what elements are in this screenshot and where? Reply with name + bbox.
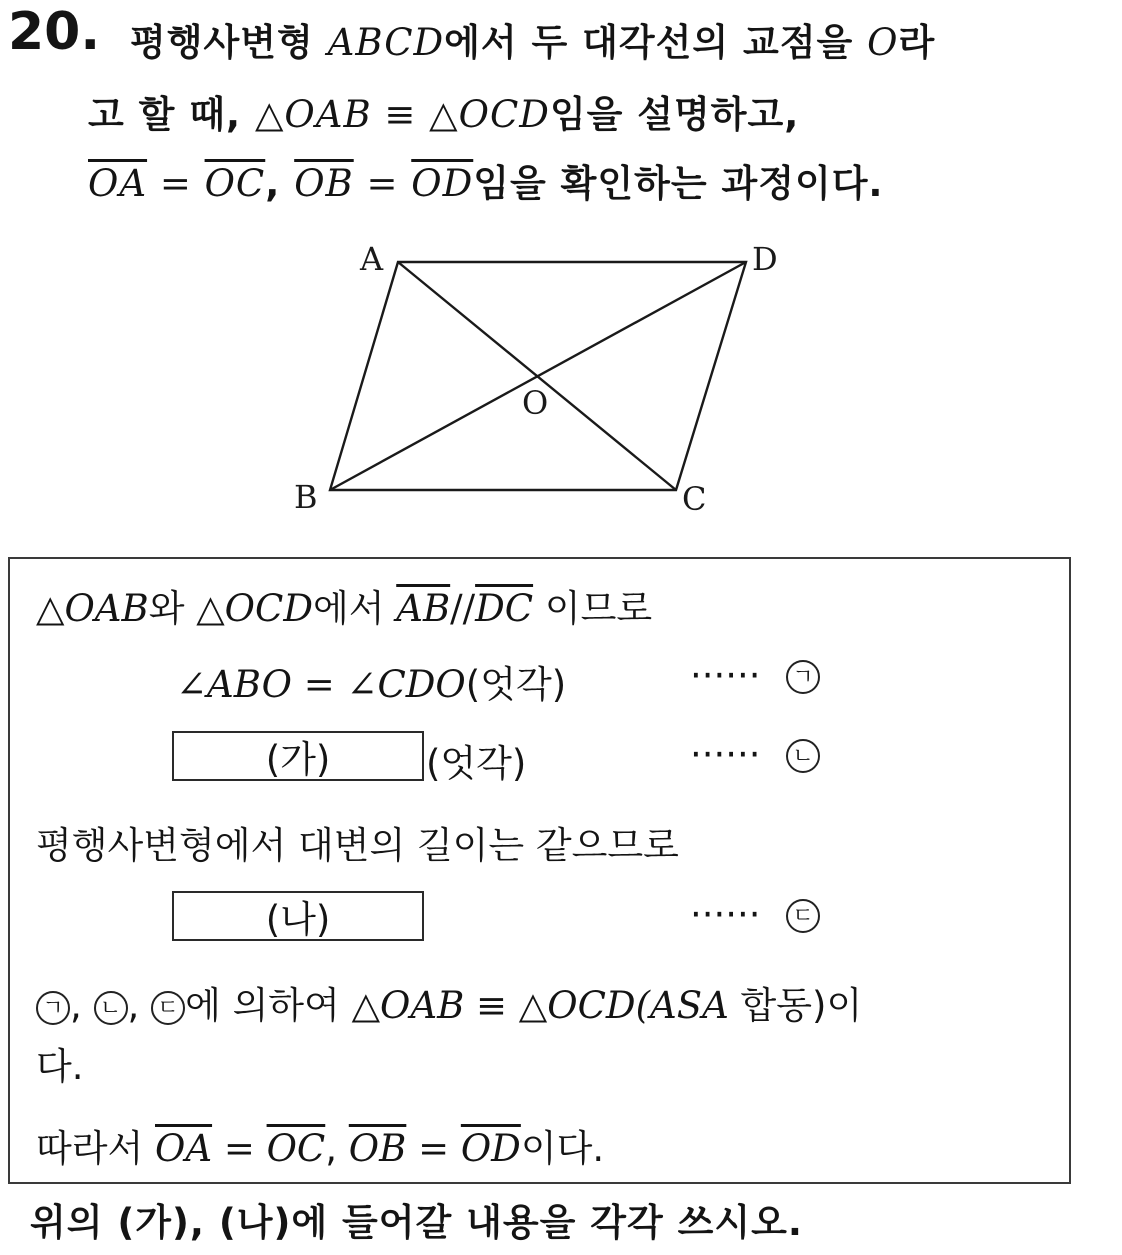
- question-line-3: [88, 153, 884, 207]
- circled-mark-2: ㄴ: [94, 991, 128, 1025]
- question-text: 평행사변형: [130, 21, 328, 64]
- question-text: 라: [898, 21, 936, 64]
- equals-sign: =: [353, 162, 412, 205]
- proof-text: 이므로: [533, 587, 653, 630]
- vertex-label-a: A: [360, 240, 384, 278]
- diagonal-bd: [330, 262, 746, 490]
- proof-line-7: 다.: [36, 1045, 84, 1088]
- proof-box: [8, 557, 1071, 1184]
- proof-text: ,: [70, 984, 94, 1027]
- proof-text: (엇각): [465, 663, 567, 706]
- vertex-label-d: D: [752, 240, 778, 278]
- segment-oc: $\overline{OC}$: [266, 1127, 326, 1170]
- math-congruence: △OAB ≡ △OCD: [351, 984, 636, 1027]
- proof-text: 따라서: [36, 1127, 155, 1170]
- proof-text: ,: [127, 984, 152, 1027]
- segment-ob: $\overline{OB}$: [294, 162, 354, 205]
- proof-line-4: 평행사변형에서 대변의 길이는 같으므로: [36, 824, 679, 867]
- math-congruence: △OAB ≡ △OCD: [254, 93, 550, 136]
- proof-line-8: [36, 1118, 604, 1172]
- dots-3: ······: [690, 893, 761, 936]
- question-text: 임을 확인하는 과정이다.: [473, 162, 884, 205]
- math-angle-equality: ∠ABO = ∠CDO: [176, 663, 466, 706]
- proof-text: 합동)이: [728, 984, 863, 1027]
- segment-ob: $\overline{OB}$: [348, 1127, 407, 1170]
- parallel-sign: //: [450, 587, 476, 630]
- answer-blank-na[interactable]: [172, 891, 424, 941]
- math-o: O: [867, 21, 899, 64]
- equals-sign: =: [406, 1127, 461, 1170]
- circled-mark-3: ㄷ: [786, 899, 820, 933]
- math-abcd: ABCD: [327, 21, 445, 64]
- proof-text: 에서: [312, 587, 397, 630]
- dots-1: ······: [690, 654, 761, 697]
- parallelogram-figure: [290, 238, 810, 528]
- segment-od: $\overline{OD}$: [411, 162, 474, 205]
- segment-dc: $\overline{DC}$: [475, 587, 534, 630]
- proof-line-3-tail: (엇각): [426, 742, 527, 785]
- circled-mark-2: ㄴ: [786, 739, 820, 773]
- segment-od: $\overline{OD}$: [460, 1127, 521, 1170]
- question-line-2: [88, 84, 799, 138]
- segment-oa: $\overline{OA}$: [88, 162, 148, 205]
- question-line-1: [130, 12, 935, 66]
- vertex-label-b: B: [294, 478, 318, 516]
- question-number: 20.: [8, 2, 101, 62]
- math-triangle-ocd: △OCD: [196, 587, 313, 630]
- math-asa: (ASA: [635, 984, 729, 1027]
- proof-text: 이다.: [520, 1127, 605, 1170]
- intersection-label-o: O: [522, 384, 549, 422]
- proof-line-2: [176, 654, 566, 708]
- proof-text: 와: [148, 587, 197, 630]
- segment-ab: $\overline{AB}$: [396, 587, 451, 630]
- question-text: 에서 두 대각선의 교점을: [444, 21, 868, 64]
- answer-blank-ga[interactable]: [172, 731, 424, 781]
- vertex-label-c: C: [682, 480, 707, 518]
- instruction-text: 위의 (가), (나)에 들어갈 내용을 각각 쓰시오.: [30, 1201, 803, 1244]
- blank-label-na: (나): [265, 898, 331, 941]
- segment-oa: $\overline{OA}$: [155, 1127, 213, 1170]
- comma: ,: [265, 162, 295, 205]
- segment-oc: $\overline{OC}$: [204, 162, 266, 205]
- comma: ,: [325, 1127, 349, 1170]
- proof-text: 에 의하여: [185, 984, 352, 1027]
- circled-mark-1: ㄱ: [786, 660, 820, 694]
- blank-label-ga: (가): [265, 738, 331, 781]
- circled-mark-3: ㄷ: [151, 991, 185, 1025]
- circled-mark-1: ㄱ: [36, 991, 70, 1025]
- proof-line-1: [36, 578, 652, 632]
- question-text: 고 할 때,: [88, 93, 255, 136]
- proof-line-6: [36, 975, 862, 1029]
- equals-sign: =: [212, 1127, 267, 1170]
- equals-sign: =: [147, 162, 205, 205]
- math-triangle-oab: △OAB: [36, 587, 149, 630]
- question-text: 임을 설명하고,: [549, 93, 800, 136]
- dots-2: ······: [690, 733, 761, 776]
